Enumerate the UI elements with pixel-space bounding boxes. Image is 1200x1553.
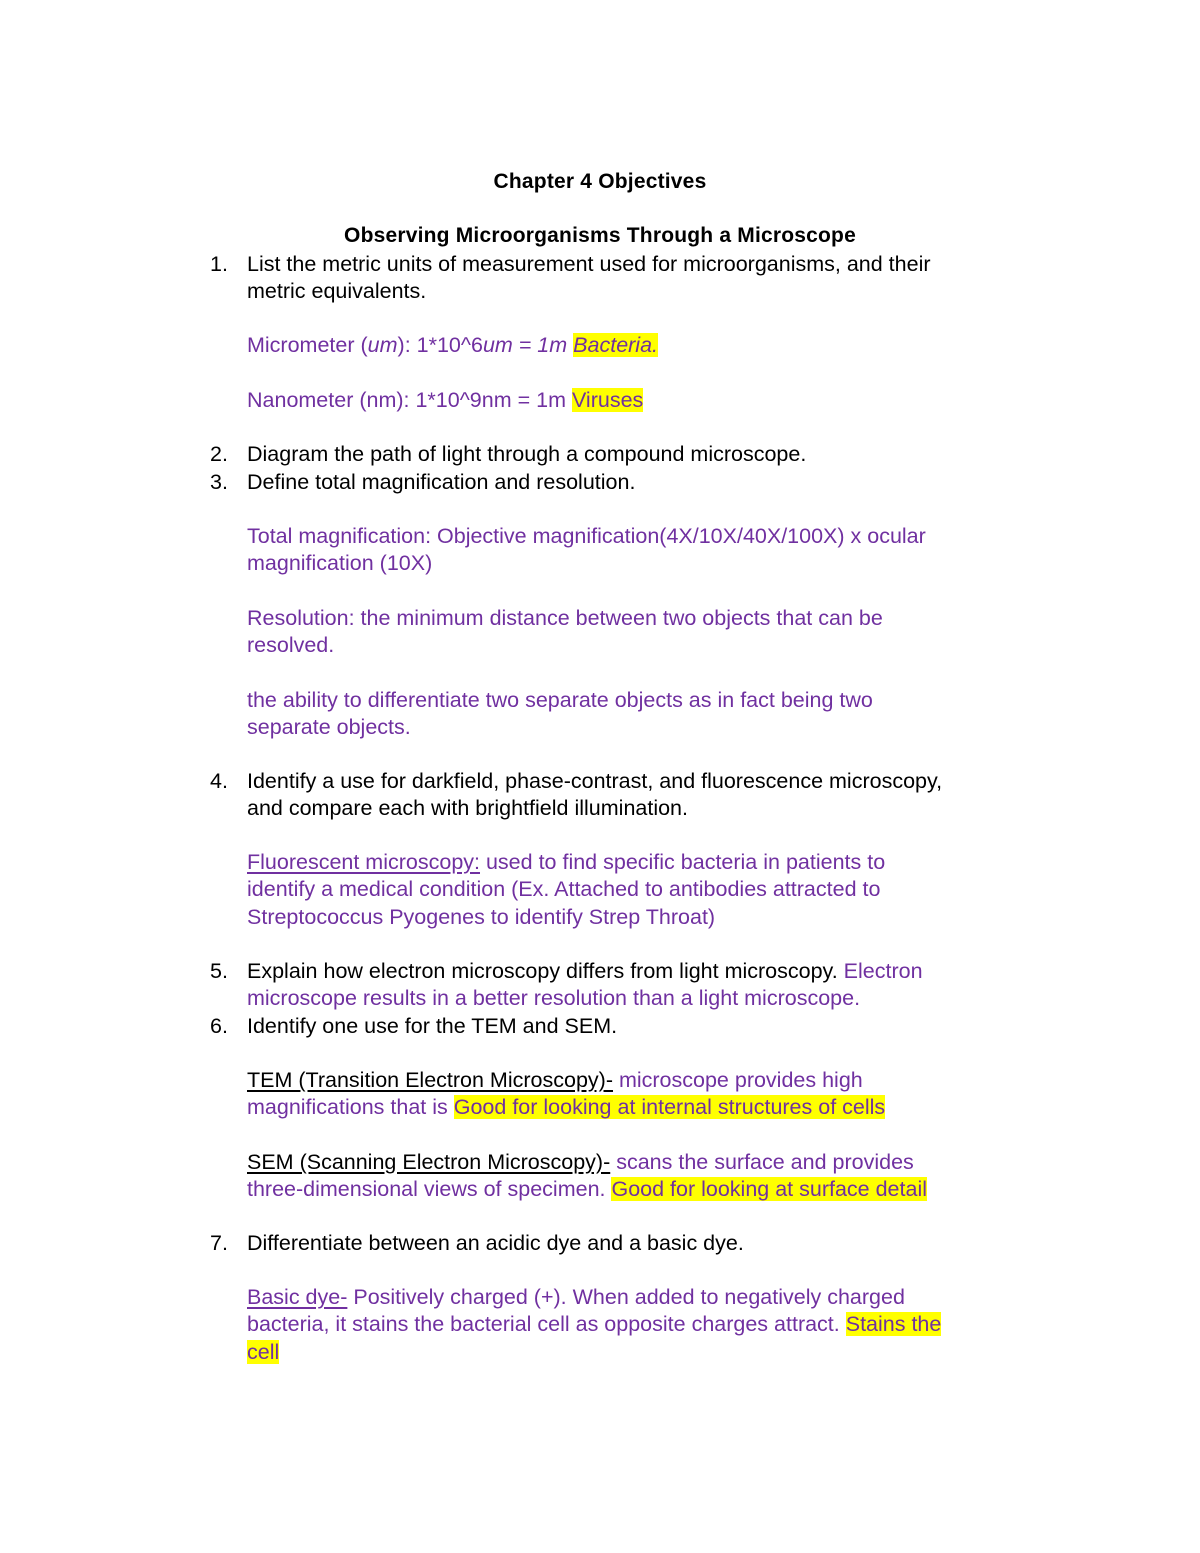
fluorescent-line-3: Streptococcus Pyogenes to identify Strep Throat) [247,905,716,929]
item-7-line-1: Differentiate between an acidic dye and a basic dye. [247,1231,744,1255]
sem-line-1 [247,1149,914,1176]
micrometer-label: Micrometer ( [247,333,368,357]
basic-dye-text-2: bacteria, it stains the bacterial cell as opposite charges attract. [247,1312,846,1336]
nanometer-answer [247,387,643,414]
fluorescent-line-2: identify a medical condition (Ex. Attached to antibodies attracted to [247,877,881,901]
basic-dye-line-2 [247,1311,941,1338]
tem-line-2 [247,1094,885,1121]
basic-dye-term: Basic dye- [247,1285,348,1309]
item-2-line-1: Diagram the path of light through a compound microscope. [247,442,807,466]
nanometer-text: Nanometer (nm): 1*10^9nm = 1m [247,388,572,412]
item-6-number: 6. [210,1014,228,1038]
fluorescent-line-1 [247,849,885,876]
item-1-number: 1. [210,252,228,276]
item-5-answer-start: Electron [843,959,923,983]
item-2-number: 2. [210,442,228,466]
item-7-number: 7. [210,1231,228,1255]
item-1-line-1: List the metric units of measurement used for microorganisms, and their [247,252,931,276]
resolution-line-2: resolved. [247,633,335,657]
item-5-number: 5. [210,959,228,983]
sem-text-2: three-dimensional views of specimen. [247,1177,612,1201]
total-magnification-line-2: magnification (10X) [247,551,433,575]
basic-dye-line-1 [247,1284,905,1311]
sem-text: scans the surface and provides [610,1150,914,1174]
item-4-number: 4. [210,769,228,793]
item-1-line-2: metric equivalents. [247,279,427,303]
item-5-question: Explain how electron microscopy differs from light microscopy. [247,959,844,983]
item-4-line-1: Identify a use for darkfield, phase-contrast, and fluorescence microscopy, [247,769,943,793]
sem-highlight: Good for looking at surface detail [611,1177,928,1201]
basic-dye-line-3 [247,1339,279,1366]
stains-highlight: Stains the [845,1312,942,1336]
item-3-line-1: Define total magnification and resolution. [247,470,636,494]
resolution-line-1: Resolution: the minimum distance between two objects that can be [247,606,883,630]
fluorescent-text: used to find specific bacteria in patients to [480,850,886,874]
tem-text-2: magnifications that is [247,1095,454,1119]
ability-line-1: the ability to differentiate two separate objects as in fact being two [247,688,873,712]
tem-term: TEM (Transition Electron Microscopy)- [247,1068,613,1092]
item-4-line-2: and compare each with brightfield illumination. [247,796,688,820]
sem-line-2 [247,1176,927,1203]
item-5-line-1 [247,958,923,985]
bacteria-highlight: Bacteria. [573,333,659,357]
ability-line-2: separate objects. [247,715,411,739]
chapter-title: Chapter 4 Objectives [493,170,707,193]
item-6-line-1: Identify one use for the TEM and SEM. [247,1014,618,1038]
sem-term: SEM (Scanning Electron Microscopy)- [247,1150,611,1174]
micrometer-equation: um = 1m [482,333,568,357]
tem-highlight: Good for looking at internal structures of cells [453,1095,886,1119]
item-3-number: 3. [210,470,228,494]
item-5-answer-line-2: microscope results in a better resolution than a light microscope. [247,986,861,1010]
cell-highlight: cell [247,1340,280,1364]
viruses-highlight: Viruses [571,388,644,412]
fluorescent-term: Fluorescent microscopy: [247,850,480,874]
section-heading: Observing Microorganisms Through a Microscope [344,224,856,247]
micrometer-answer [247,332,658,359]
basic-dye-text: Positively charged (+). When added to negatively charged [347,1285,905,1309]
micrometer-power: ): 1*10^6 [397,333,483,357]
total-magnification-line-1: Total magnification: Objective magnification(4X/10X/40X/100X) x ocular [247,524,926,548]
tem-text: microscope provides high [612,1068,863,1092]
tem-line-1 [247,1067,863,1094]
micrometer-unit: um [367,333,398,357]
